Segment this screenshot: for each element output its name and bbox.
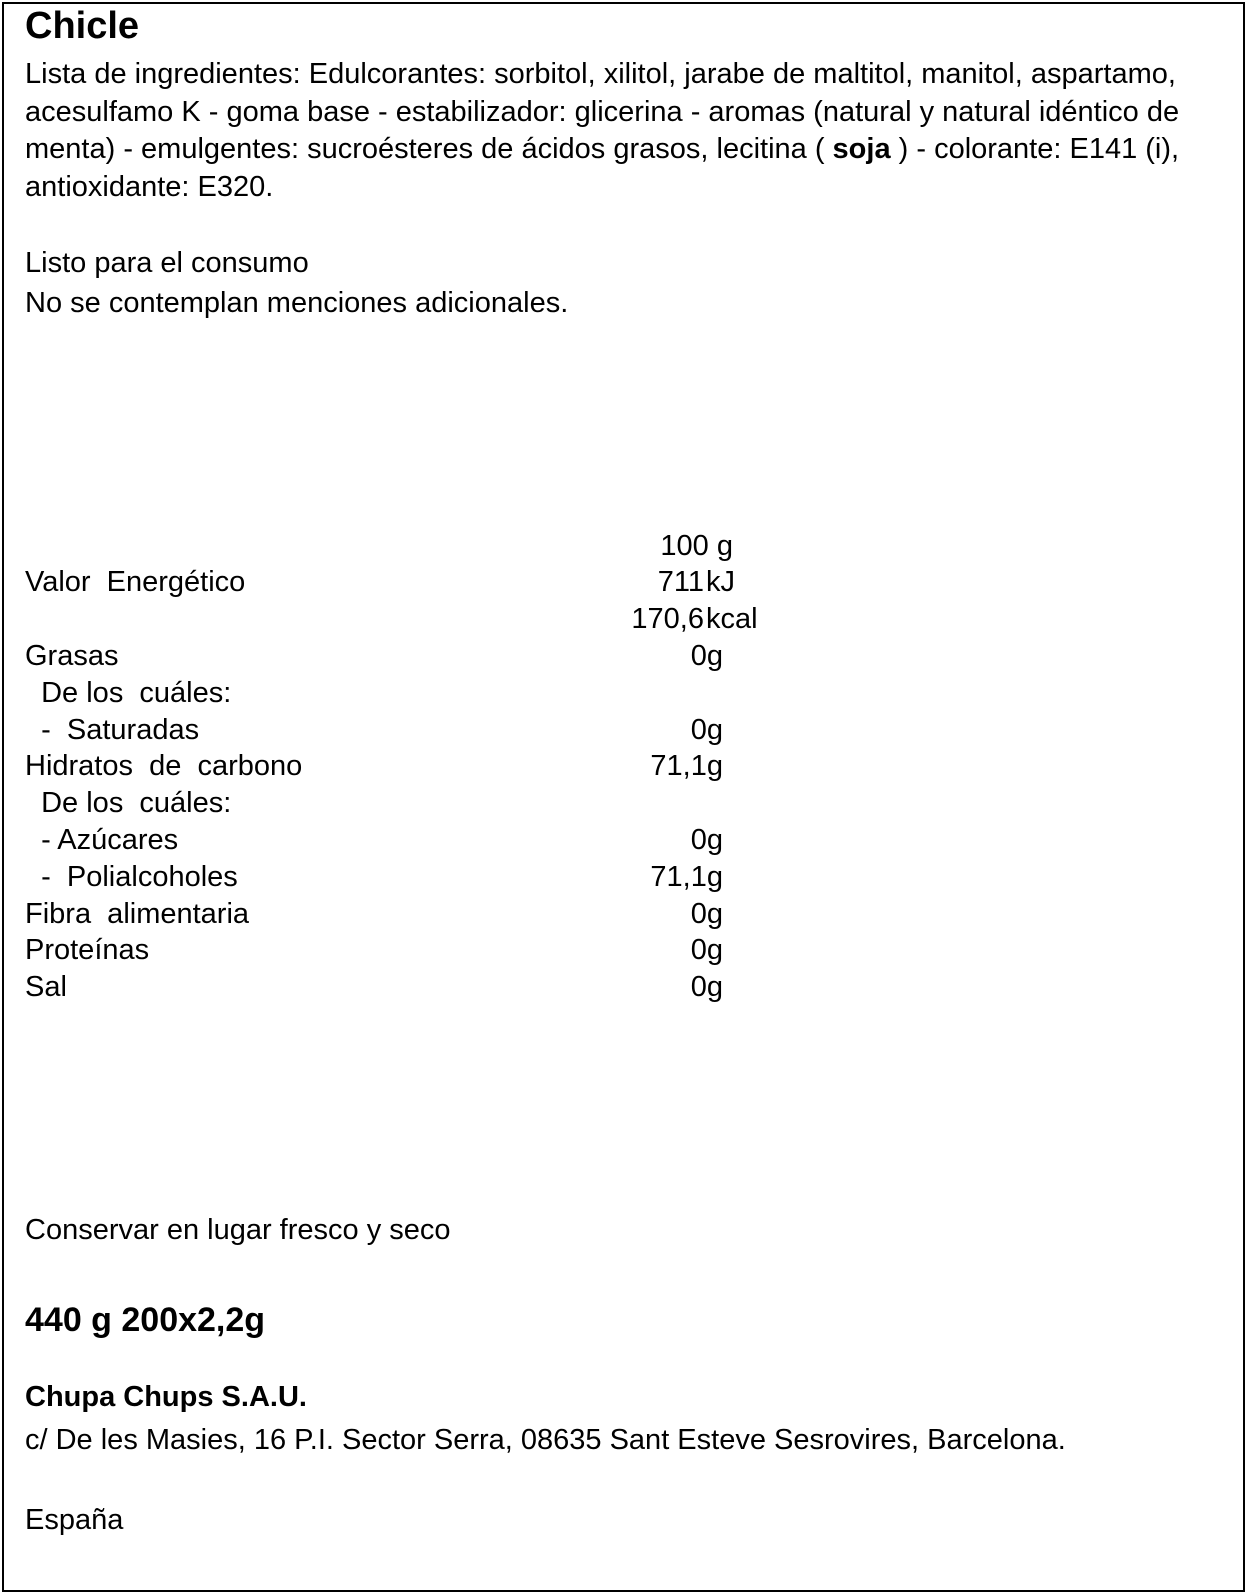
company-address: c/ De les Masies, 16 P.I. Sector Serra, 08635 Sant Esteve Sesrovires, Barcelona. (25, 1424, 1066, 1456)
nutrition-row-label: De los cuáles: (25, 677, 232, 709)
allergen-soja: soja (832, 133, 891, 165)
nutrition-row-value: 0g (690, 824, 723, 856)
nutrition-row-value: 0g (690, 640, 723, 672)
nutrition-row-label: Hidratos de carbono (25, 750, 303, 782)
nutrition-row-value: 0g (690, 898, 723, 930)
nutrition-row-label: - Azúcares (25, 824, 179, 856)
energy-kj-unit: kJ (706, 566, 735, 598)
ingredients-text-1: Lista de ingredientes: Edulcorantes: sorbitol, xilitol, jarabe de maltitol, manitol, aspartamo, acesulfamo K - goma base - estabilizador: glicerina - aromas (natural y natural idéntico de menta) - emulgentes: sucroésteres de ácidos grasos, lecitina ( (25, 58, 1180, 165)
energy-label: Valor Energético (25, 566, 246, 598)
nutrition-row-value: 71,1g (650, 750, 723, 782)
energy-kcal-value: 170,6 (631, 603, 704, 635)
company-name: Chupa Chups S.A.U. (25, 1381, 307, 1413)
nutrition-row-label: Sal (25, 971, 67, 1003)
company-country: España (25, 1504, 124, 1536)
nutrition-row-label: - Polialcoholes (25, 861, 238, 893)
net-weight: 440 g 200x2,2g (25, 1301, 266, 1339)
nutrition-row-label: Grasas (25, 640, 119, 672)
nutrition-header: 100 g (660, 530, 733, 562)
nutrition-row-value: 0g (690, 714, 723, 746)
no-mentions-text: No se contemplan menciones adicionales. (25, 287, 569, 319)
nutrition-row-value: 0g (690, 971, 723, 1003)
product-title: Chicle (25, 5, 140, 47)
nutrition-row-label: Proteínas (25, 934, 150, 966)
energy-kj-value: 711 (657, 566, 704, 598)
nutrition-row-label: De los cuáles: (25, 787, 232, 819)
nutrition-row-label: - Saturadas (25, 714, 200, 746)
nutrition-row-label: Fibra alimentaria (25, 898, 250, 930)
nutrition-row-value: 71,1g (650, 861, 723, 893)
storage-text: Conservar en lugar fresco y seco (25, 1214, 451, 1246)
ready-to-eat-text: Listo para el consumo (25, 247, 309, 279)
energy-kcal-unit: kcal (706, 603, 758, 635)
nutrition-row-value: 0g (690, 934, 723, 966)
ingredients-text-2: ) - colorante: E141 (i), antioxidante: E320. (25, 133, 1180, 203)
ingredients-list (25, 56, 1205, 206)
